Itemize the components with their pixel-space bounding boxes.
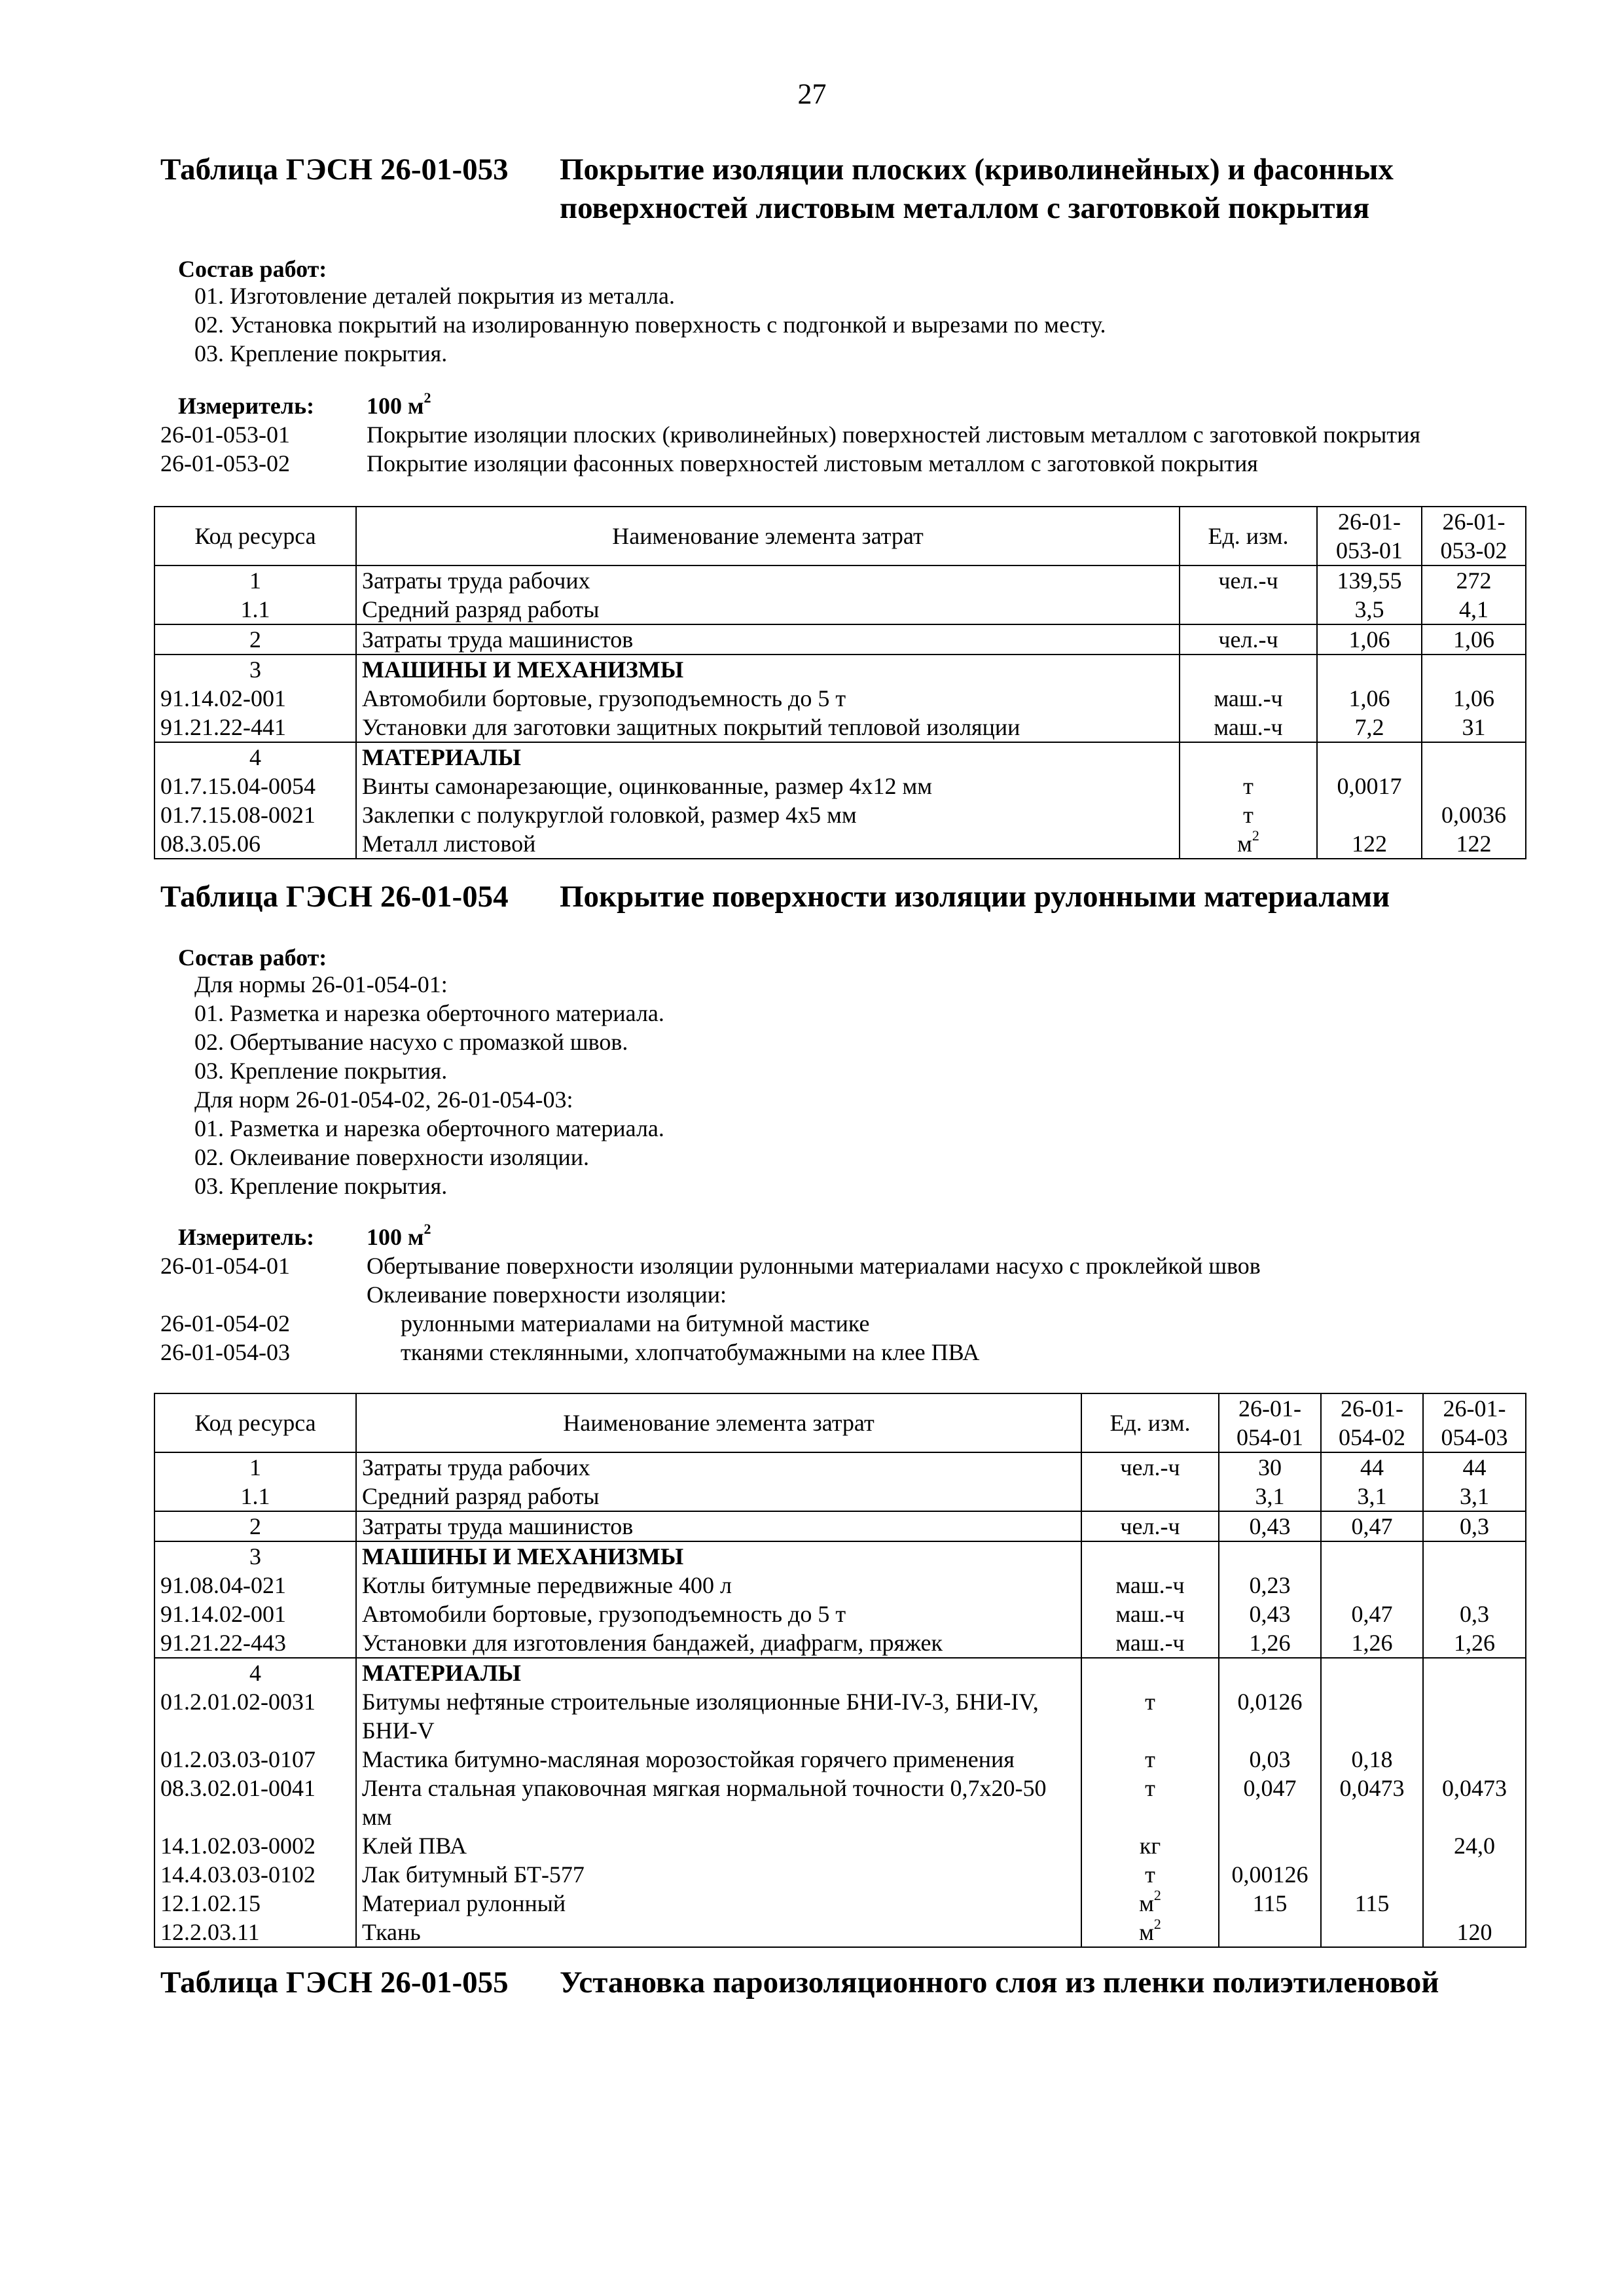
cell-unit: чел.-ч	[1180, 624, 1317, 655]
cell-value: 3,5	[1317, 595, 1422, 624]
cell-code: 1	[154, 1452, 356, 1482]
table2-composition-list	[194, 970, 664, 1200]
composition-item: 02. Обертывание насухо с промазкой швов.	[194, 1029, 628, 1055]
norm-text: Оклеивание поверхности изоляции:	[367, 1282, 727, 1308]
cell-value: 1,06	[1422, 624, 1526, 655]
norm-row	[160, 449, 1420, 478]
table1-measure-value: 100 $м^2$	[367, 389, 431, 419]
col-header-norm: 26-01- 053-01	[1317, 507, 1422, 565]
col-header-unit: Ед. изм.	[1180, 507, 1317, 565]
norm-text: Обертывание поверхности изоляции рулонными материалами насухо с проклейкой швов	[367, 1253, 1261, 1279]
cell-unit: т	[1081, 1860, 1219, 1889]
cell-value: 1,06	[1317, 624, 1422, 655]
cell-value: 115	[1321, 1889, 1423, 1918]
cell-value	[1422, 742, 1526, 772]
cell-unit: $м^2$	[1180, 829, 1317, 859]
cell-value: 0,47	[1321, 1600, 1423, 1628]
cell-code: 91.14.02-001	[154, 1600, 356, 1628]
cell-value: 31	[1422, 713, 1526, 742]
cell-code: 01.7.15.08-0021	[154, 800, 356, 829]
cell-name: МАТЕРИАЛЫ	[356, 1658, 1081, 1687]
cell-value	[1423, 1860, 1526, 1889]
cell-value	[1321, 1831, 1423, 1860]
cell-value: 272	[1422, 565, 1526, 595]
cell-unit: т	[1180, 800, 1317, 829]
norm-code: 26-01-054-01	[160, 1253, 290, 1279]
table-row	[154, 1860, 1526, 1889]
cell-value	[1321, 1658, 1423, 1687]
col-header-code: Код ресурса	[154, 1393, 356, 1452]
cell-unit: маш.-ч	[1180, 684, 1317, 713]
col-header-unit: Ед. изм.	[1081, 1393, 1219, 1452]
cell-name: Мастика битумно-масляная морозостойкая горячего применения	[356, 1745, 1081, 1774]
cell-name: Заклепки с полукруглой головкой, размер 4х5 мм	[356, 800, 1180, 829]
cell-value: 139,55	[1317, 565, 1422, 595]
composition-item: 03. Крепление покрытия.	[194, 1058, 448, 1084]
cell-code: 1.1	[154, 1482, 356, 1511]
table3-title	[160, 1964, 1439, 2002]
cell-value: 1,26	[1321, 1628, 1423, 1658]
composition-item: 03. Крепление покрытия.	[194, 340, 448, 367]
cell-unit	[1180, 655, 1317, 684]
cell-unit: чел.-ч	[1081, 1452, 1219, 1482]
cell-name: Лента стальная упаковочная мягкая нормальной точности 0,7х20-50 мм	[356, 1774, 1081, 1831]
cell-value: 0,047	[1219, 1774, 1321, 1831]
norm-code: 26-01-054-02	[160, 1310, 290, 1336]
cell-name: МАТЕРИАЛЫ	[356, 742, 1180, 772]
table-row	[154, 565, 1526, 595]
cell-value: 30	[1219, 1452, 1321, 1482]
norm-code: 26-01-053-01	[160, 422, 290, 448]
cell-value	[1219, 1831, 1321, 1860]
cell-value: 120	[1423, 1918, 1526, 1947]
cell-name: Затраты труда рабочих	[356, 565, 1180, 595]
cell-value	[1321, 1860, 1423, 1889]
cell-value	[1423, 1571, 1526, 1600]
cell-name: Металл листовой	[356, 829, 1180, 859]
cell-code: 4	[154, 1658, 356, 1687]
col-header-norm: 26-01- 054-02	[1321, 1393, 1423, 1452]
cell-unit: кг	[1081, 1831, 1219, 1860]
cell-unit	[1180, 595, 1317, 624]
cell-code: 12.2.03.11	[154, 1918, 356, 1947]
cell-unit	[1081, 1658, 1219, 1687]
cell-name: Битумы нефтяные строительные изоляционные БНИ-IV-3, БНИ-IV, БНИ-V	[356, 1687, 1081, 1745]
cell-code: 14.1.02.03-0002	[154, 1831, 356, 1860]
col-header-name: Наименование элемента затрат	[356, 1393, 1081, 1452]
cell-value: 3,1	[1219, 1482, 1321, 1511]
table-row	[154, 1745, 1526, 1774]
table2-norms-list	[160, 1251, 1261, 1367]
cell-name: Установки для изготовления бандажей, диафрагм, пряжек	[356, 1628, 1081, 1658]
cell-unit: т	[1081, 1774, 1219, 1831]
cell-code: 08.3.02.01-0041	[154, 1774, 356, 1831]
cell-name: Автомобили бортовые, грузоподъемность до 5 т	[356, 1600, 1081, 1628]
cell-value: 122	[1422, 829, 1526, 859]
table1-composition-list	[194, 281, 1106, 368]
table2-title	[160, 878, 1390, 916]
cell-value: 7,2	[1317, 713, 1422, 742]
table1-norms-list	[160, 420, 1420, 478]
cell-name: Средний разряд работы	[356, 595, 1180, 624]
col-header-name: Наименование элемента затрат	[356, 507, 1180, 565]
cell-unit: маш.-ч	[1081, 1628, 1219, 1658]
cell-value	[1422, 655, 1526, 684]
table-row	[154, 1918, 1526, 1947]
table-row	[154, 1774, 1526, 1831]
table2-number: Таблица ГЭСН 26-01-054	[160, 880, 509, 914]
table-row	[154, 1571, 1526, 1600]
cell-unit	[1081, 1482, 1219, 1511]
table-row	[154, 1658, 1526, 1687]
cell-value: 0,00126	[1219, 1860, 1321, 1889]
cell-value	[1317, 742, 1422, 772]
table-row	[154, 595, 1526, 624]
cell-code: 2	[154, 624, 356, 655]
cell-code: 3	[154, 655, 356, 684]
table-row	[154, 1831, 1526, 1860]
cell-value	[1317, 800, 1422, 829]
cell-value: 122	[1317, 829, 1422, 859]
cell-value	[1423, 1541, 1526, 1571]
cell-value: 0,0473	[1423, 1774, 1526, 1831]
cell-code: 91.14.02-001	[154, 684, 356, 713]
cell-code: 12.1.02.15	[154, 1889, 356, 1918]
table2-title-line1: Покрытие поверхности изоляции рулонными материалами	[560, 880, 1390, 914]
cell-value: 1,06	[1422, 684, 1526, 713]
composition-item: 01. Разметка и нарезка оберточного материала.	[194, 1000, 664, 1026]
cell-value	[1423, 1658, 1526, 1687]
cell-unit: маш.-ч	[1081, 1600, 1219, 1628]
cell-name: Ткань	[356, 1918, 1081, 1947]
table1-title-line2: поверхностей листовым металлом с заготовкой покрытия	[560, 191, 1370, 225]
cell-value	[1321, 1571, 1423, 1600]
cell-value	[1423, 1889, 1526, 1918]
cell-value: 0,03	[1219, 1745, 1321, 1774]
norm-text: Покрытие изоляции фасонных поверхностей листовым металлом с заготовкой покрытия	[367, 450, 1258, 476]
cell-unit: маш.-ч	[1180, 713, 1317, 742]
table2-measure-label: Измеритель:	[178, 1224, 315, 1250]
cell-code: 01.2.01.02-0031	[154, 1687, 356, 1745]
table-row	[154, 800, 1526, 829]
table-row	[154, 684, 1526, 713]
cell-name: Установки для заготовки защитных покрытий тепловой изоляции	[356, 713, 1180, 742]
table-row	[154, 1687, 1526, 1745]
cell-unit: т	[1180, 772, 1317, 800]
cell-value	[1321, 1541, 1423, 1571]
cell-code: 91.21.22-443	[154, 1628, 356, 1658]
table2-grid	[154, 1393, 1526, 1948]
table1-title-line1: Покрытие изоляции плоских (криволинейных) и фасонных	[560, 152, 1394, 187]
table-row	[154, 772, 1526, 800]
table-row	[154, 1600, 1526, 1628]
cell-value	[1317, 655, 1422, 684]
cell-value	[1422, 772, 1526, 800]
cell-unit: $м^2$	[1081, 1918, 1219, 1947]
col-header-code: Код ресурса	[154, 507, 356, 565]
cell-value: 115	[1219, 1889, 1321, 1918]
cell-name: Автомобили бортовые, грузоподъемность до 5 т	[356, 684, 1180, 713]
table-row	[154, 1452, 1526, 1482]
cell-name: МАШИНЫ И МЕХАНИЗМЫ	[356, 1541, 1081, 1571]
cell-code: 91.08.04-021	[154, 1571, 356, 1600]
cell-name: Лак битумный БТ-577	[356, 1860, 1081, 1889]
table-row	[154, 829, 1526, 859]
col-header-norm: 26-01- 054-01	[1219, 1393, 1321, 1452]
table-row	[154, 624, 1526, 655]
cell-code: 4	[154, 742, 356, 772]
col-header-norm: 26-01- 054-03	[1423, 1393, 1526, 1452]
cell-value: 1,26	[1423, 1628, 1526, 1658]
table-row	[154, 655, 1526, 684]
cell-code: 2	[154, 1511, 356, 1541]
table1-title	[160, 151, 1394, 228]
cell-unit: т	[1081, 1687, 1219, 1745]
cell-value: 1,26	[1219, 1628, 1321, 1658]
norm-row	[160, 1309, 1261, 1338]
cell-value	[1219, 1541, 1321, 1571]
col-header-norm: 26-01- 053-02	[1422, 507, 1526, 565]
cell-name: Котлы битумные передвижные 400 л	[356, 1571, 1081, 1600]
cell-unit: $м^2$	[1081, 1889, 1219, 1918]
page-number: 27	[797, 78, 827, 110]
composition-item: Для нормы 26-01-054-01:	[194, 971, 448, 997]
cell-value: 44	[1423, 1452, 1526, 1482]
norm-text: рулонными материалами на битумной мастике	[401, 1310, 870, 1336]
cell-value	[1219, 1918, 1321, 1947]
norm-row	[160, 420, 1420, 449]
cell-name: Затраты труда рабочих	[356, 1452, 1081, 1482]
cell-name: Затраты труда машинистов	[356, 624, 1180, 655]
cell-unit: т	[1081, 1745, 1219, 1774]
cell-value: 1,06	[1317, 684, 1422, 713]
table3-title-line1: Установка пароизоляционного слоя из пленки полиэтиленовой	[560, 1965, 1439, 2000]
table1-measure-label: Измеритель:	[178, 393, 315, 419]
norm-row	[160, 1251, 1261, 1280]
cell-code: 1.1	[154, 595, 356, 624]
cell-value: 0,3	[1423, 1600, 1526, 1628]
composition-item: 01. Разметка и нарезка оберточного материала.	[194, 1115, 664, 1141]
cell-unit: чел.-ч	[1180, 565, 1317, 595]
norm-text: тканями стеклянными, хлопчатобумажными на клее ПВА	[401, 1339, 980, 1365]
cell-code: 01.7.15.04-0054	[154, 772, 356, 800]
cell-value	[1423, 1687, 1526, 1745]
table1-composition-label: Состав работ:	[178, 256, 327, 282]
table-row	[154, 742, 1526, 772]
cell-name: Материал рулонный	[356, 1889, 1081, 1918]
cell-unit	[1180, 742, 1317, 772]
cell-value	[1321, 1918, 1423, 1947]
composition-item: 01. Изготовление деталей покрытия из металла.	[194, 283, 675, 309]
cell-code: 3	[154, 1541, 356, 1571]
table-row	[154, 1482, 1526, 1511]
cell-value: 0,3	[1423, 1511, 1526, 1541]
cell-name: Клей ПВА	[356, 1831, 1081, 1860]
table2-composition-label: Состав работ:	[178, 944, 327, 971]
table-row	[154, 1541, 1526, 1571]
cell-value: 0,43	[1219, 1600, 1321, 1628]
table2-measure	[160, 1223, 431, 1251]
cell-value: 0,47	[1321, 1511, 1423, 1541]
composition-item: 03. Крепление покрытия.	[194, 1173, 448, 1199]
cell-value: 44	[1321, 1452, 1423, 1482]
cell-name: Винты самонарезающие, оцинкованные, размер 4х12 мм	[356, 772, 1180, 800]
composition-item: Для норм 26-01-054-02, 26-01-054-03:	[194, 1086, 573, 1113]
cell-value: 4,1	[1422, 595, 1526, 624]
composition-item: 02. Оклеивание поверхности изоляции.	[194, 1144, 589, 1170]
cell-value: 0,0036	[1422, 800, 1526, 829]
cell-name: МАШИНЫ И МЕХАНИЗМЫ	[356, 655, 1180, 684]
cell-value	[1423, 1745, 1526, 1774]
table-row	[154, 1889, 1526, 1918]
table1-number: Таблица ГЭСН 26-01-053	[160, 152, 509, 187]
norm-row	[160, 1338, 1261, 1367]
norm-text: Покрытие изоляции плоских (криволинейных) поверхностей листовым металлом с заготовкой покрытия	[367, 422, 1420, 448]
cell-value: 24,0	[1423, 1831, 1526, 1860]
table-row	[154, 1511, 1526, 1541]
cell-name: Затраты труда машинистов	[356, 1511, 1081, 1541]
table1-measure	[160, 391, 431, 420]
cell-value: 0,18	[1321, 1745, 1423, 1774]
table2-measure-value: 100 $м^2$	[367, 1221, 431, 1250]
cell-code: 91.21.22-441	[154, 713, 356, 742]
cell-value	[1321, 1687, 1423, 1745]
norm-code: 26-01-053-02	[160, 450, 290, 476]
cell-unit	[1081, 1541, 1219, 1571]
table-row	[154, 1628, 1526, 1658]
cell-code: 08.3.05.06	[154, 829, 356, 859]
cell-value	[1219, 1658, 1321, 1687]
cell-value: 3,1	[1423, 1482, 1526, 1511]
cell-value: 0,0126	[1219, 1687, 1321, 1745]
cell-value: 0,43	[1219, 1511, 1321, 1541]
norm-code: 26-01-054-03	[160, 1339, 290, 1365]
norm-row	[160, 1280, 1261, 1309]
cell-code: 01.2.03.03-0107	[154, 1745, 356, 1774]
cell-value: 0,0017	[1317, 772, 1422, 800]
table3-number: Таблица ГЭСН 26-01-055	[160, 1965, 509, 2000]
cell-value: 3,1	[1321, 1482, 1423, 1511]
cell-value: 0,23	[1219, 1571, 1321, 1600]
cell-code: 1	[154, 565, 356, 595]
cell-name: Средний разряд работы	[356, 1482, 1081, 1511]
cell-unit: чел.-ч	[1081, 1511, 1219, 1541]
cell-code: 14.4.03.03-0102	[154, 1860, 356, 1889]
cell-value: 0,0473	[1321, 1774, 1423, 1831]
table-row	[154, 713, 1526, 742]
table1-grid	[154, 506, 1526, 859]
cell-unit: маш.-ч	[1081, 1571, 1219, 1600]
composition-item: 02. Установка покрытий на изолированную поверхность с подгонкой и вырезами по месту.	[194, 312, 1106, 338]
